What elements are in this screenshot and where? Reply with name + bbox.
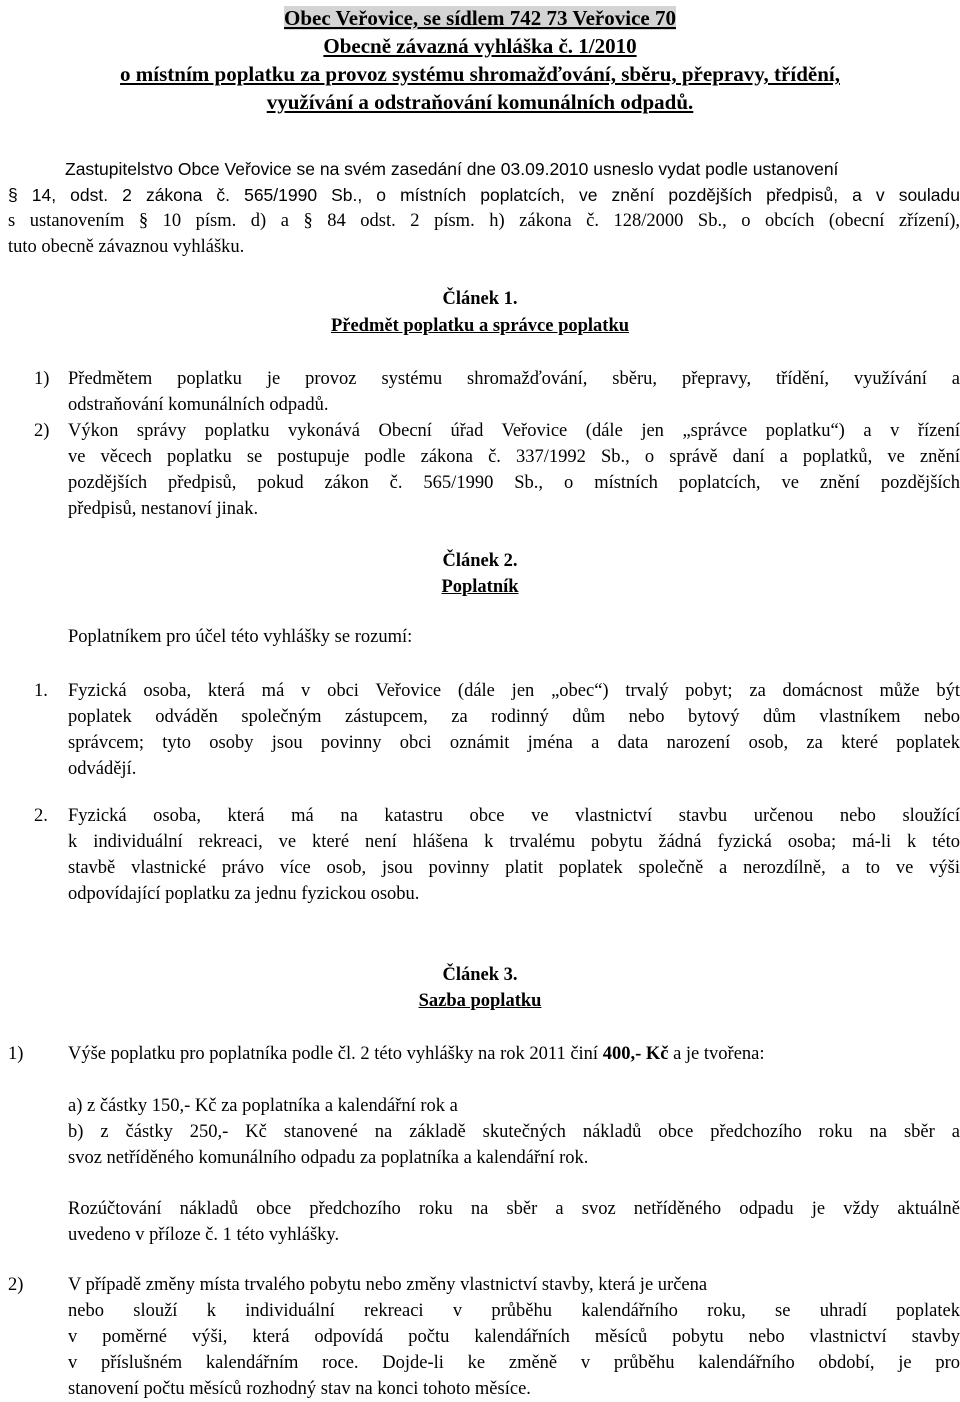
fee-components xyxy=(68,1093,960,1171)
intro-line: § 14, odst. 2 zákona č. 565/1990 Sb., o místních poplatcích, ve znění pozdějších předpisů, a v souladu xyxy=(8,185,960,205)
paragraph-line: Předmětem poplatku je provoz systému shromažďování, sběru, přepravy, třídění, využívání a xyxy=(68,369,960,389)
paragraph-number: 1) xyxy=(8,1044,24,1064)
fee-amount: 400,- Kč xyxy=(602,1044,669,1064)
paragraph-line: v poměrné výši, která odpovídá počtu kalendářních měsíců pobytu nebo vlastnictví stavby xyxy=(68,1327,960,1347)
article-2-item-1 xyxy=(34,678,960,782)
regulation-subject-line1: o místním poplatku za provoz systému shromažďování, sběru, přepravy, třídění, xyxy=(120,62,840,86)
item-number: 2. xyxy=(34,806,48,826)
municipality-heading: Obec Veřovice, se sídlem 742 73 Veřovice 70 xyxy=(284,6,676,30)
paragraph-number: 2) xyxy=(8,1275,24,1295)
fee-component-b: b) z částky 250,- Kč stanovené na základě skutečných nákladů obce předchozího roku na sběr a xyxy=(68,1122,960,1142)
item-number: 1. xyxy=(34,681,48,701)
intro-paragraph xyxy=(8,156,960,260)
article-1-paragraph-1 xyxy=(34,366,960,418)
article-2-item-2 xyxy=(34,803,960,907)
article-2-lead: Poplatníkem pro účel této vyhlášky se rozumí: xyxy=(68,627,413,647)
paragraph-line: pozdějších předpisů, pokud zákon č. 565/1990 Sb., o místních poplatcích, ve znění pozdějších xyxy=(68,473,960,493)
article-3-paragraph-2 xyxy=(8,1272,960,1402)
paragraph-line: odstraňování komunálních odpadů. xyxy=(68,395,329,415)
article-3-number: Článek 3. xyxy=(442,965,518,985)
regulation-number: Obecně závazná vyhláška č. 1/2010 xyxy=(323,34,637,58)
item-line: stavbě vlastnické právo více osob, jsou povinny platit poplatek společně a nerozdílně, a to ve výši xyxy=(68,858,960,878)
article-2-title: Poplatník xyxy=(441,577,519,597)
note-line: Rozúčtování nákladů obce předchozího roku na sběr a svoz netříděného odpadu je vždy aktuálně xyxy=(68,1199,960,1219)
paragraph-line: ve věcech poplatku se postupuje podle zákona č. 337/1992 Sb., o správě daní a poplatků, ve znění xyxy=(68,447,960,467)
paragraph-number: 1) xyxy=(34,369,50,389)
intro-line: Zastupitelstvo Obce Veřovice se na svém zasedání dne 03.09.2010 usneslo vydat podle ustanovení xyxy=(65,159,839,179)
item-line: odpovídající poplatku za jednu fyzickou osobu. xyxy=(68,884,420,904)
item-line: správcem; tyto osoby jsou povinny obci oznámit jména a data narození osob, za které poplatek xyxy=(68,733,960,753)
intro-line: s ustanovením § 10 písm. d) a § 84 odst. 2 písm. h) zákona č. 128/2000 Sb., o obcích (obecní zřízení), xyxy=(8,211,960,231)
article-2-number: Článek 2. xyxy=(442,551,518,571)
paragraph-line: Výše poplatku pro poplatníka podle čl. 2 této vyhlášky na rok 2011 činí 400,- Kč a je tvořena: xyxy=(68,1044,765,1064)
paragraph-line: V případě změny místa trvalého pobytu nebo změny vlastnictví stavby, která je určena xyxy=(68,1275,708,1295)
item-line: Fyzická osoba, která má na katastru obce ve vlastnictví stavbu určenou nebo sloužící xyxy=(68,806,960,826)
paragraph-line: stanovení počtu měsíců rozhodný stav na konci tohoto měsíce. xyxy=(68,1379,531,1399)
paragraph-line: Výkon správy poplatku vykonává Obecní úřad Veřovice (dále jen „správce poplatku“) a v řízení xyxy=(68,421,960,441)
paragraph-line: předpisů, nestanoví jinak. xyxy=(68,499,259,519)
paragraph-number: 2) xyxy=(34,421,50,441)
cost-allocation-note xyxy=(68,1196,960,1248)
fee-component-a: a) z částky 150,- Kč za poplatníka a kalendářní rok a xyxy=(68,1096,458,1116)
article-3-paragraph-1 xyxy=(8,1041,960,1067)
article-1-title: Předmět poplatku a správce poplatku xyxy=(330,316,630,336)
article-1-number: Článek 1. xyxy=(442,289,518,309)
article-1-paragraph-2 xyxy=(34,418,960,522)
item-line: k individuální rekreaci, ve které není hlášena k trvalému pobytu žádná fyzická osoba; má-li k této xyxy=(68,832,960,852)
document-header xyxy=(0,0,960,116)
article-3-title: Sazba poplatku xyxy=(418,991,542,1011)
note-line: uvedeno v příloze č. 1 této vyhlášky. xyxy=(68,1225,340,1245)
item-line: Fyzická osoba, která má v obci Veřovice (dále jen „obec“) trvalý pobyt; za domácnost může být xyxy=(68,681,960,701)
regulation-subject-line2: využívání a odstraňování komunálních odpadů. xyxy=(266,90,694,114)
item-line: odvádějí. xyxy=(68,759,137,779)
paragraph-line: nebo slouží k individuální rekreaci v průběhu kalendářního roku, se uhradí poplatek xyxy=(68,1301,960,1321)
item-line: poplatek odváděn společným zástupcem, za rodinný dům nebo bytový dům vlastníkem nebo xyxy=(68,707,960,727)
fee-component-b-cont: svoz netříděného komunálního odpadu za poplatníka a kalendářní rok. xyxy=(68,1148,589,1168)
paragraph-line: v příslušném kalendářním roce. Dojde-li ke změně v průběhu kalendářního období, je pro xyxy=(68,1353,960,1373)
intro-line: tuto obecně závaznou vyhlášku. xyxy=(8,237,245,257)
